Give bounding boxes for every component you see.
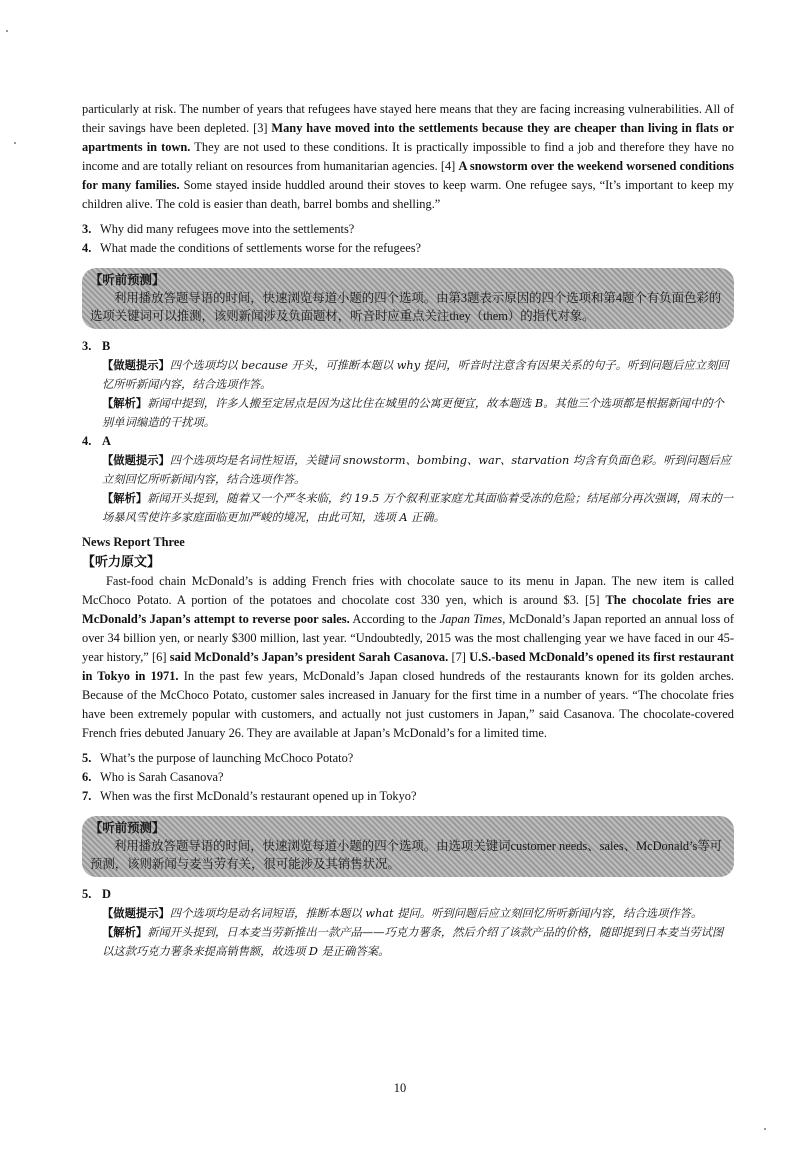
question-number: 7.	[82, 789, 92, 803]
answer-tip	[82, 356, 734, 394]
passage-paragraph-2	[82, 572, 734, 743]
answer-heading	[82, 432, 734, 451]
question-number: 5.	[82, 751, 92, 765]
answer-3	[82, 337, 734, 432]
question-text: Who is Sarah Casanova?	[100, 770, 224, 784]
text-run: According to the	[349, 612, 440, 626]
answer-number: 5.	[82, 887, 92, 901]
box-heading: 【听前预测】	[90, 273, 165, 287]
box-body: 利用播放答题导语的时间，快速浏览每道小题的四个选项。由选项关键词customer needs、sales、McDonald’s等可预测，该则新闻与麦当劳有关，很可能涉及其销售状况。	[90, 839, 723, 871]
question-number: 3.	[82, 222, 92, 236]
key-sentence-4: A snowstorm over the weekend worsened conditions for many families.	[82, 159, 734, 192]
question-text: When was the first McDonald’s restaurant opened up in Tokyo?	[100, 789, 417, 803]
passage-paragraph-1	[82, 100, 734, 214]
question-list-1	[82, 220, 734, 258]
key-sentence-6: said McDonald’s Japan’s president Sarah Casanova.	[169, 650, 449, 664]
answer-number: 4.	[82, 434, 92, 448]
answer-5	[82, 885, 734, 961]
text-run: particularly at risk. The number of years that refugees have stayed here means that they are facing increasing vulnerabilities. All of their savings have been depleted. [3]	[82, 102, 734, 135]
publication-name: Japan Times	[439, 612, 503, 626]
answer-heading	[82, 885, 734, 904]
question-item	[82, 239, 734, 258]
page-content	[82, 100, 734, 961]
tip-text: 四个选项均以 because 开头，可推断本题以 why 提问，听音时注意含有因果关系的句子。听到问题后应立刻回忆所听新闻内容，结合选项作答。	[102, 359, 729, 391]
question-text: What’s the purpose of launching McChoco Potato?	[100, 751, 354, 765]
scan-speck	[14, 142, 16, 144]
question-item	[82, 220, 734, 239]
scan-speck	[6, 30, 8, 32]
question-text: Why did many refugees move into the settlements?	[100, 222, 355, 236]
answer-number: 3.	[82, 339, 92, 353]
pre-listening-prediction-box	[82, 816, 734, 877]
explanation-label: 【解析】	[102, 491, 148, 505]
tip-label: 【做题提示】	[102, 358, 170, 372]
text-run: They are not used to these conditions. It is practically impossible to find a job and therefore they have no income and are totally reliant on resources from humanitarian agencies. [4]	[82, 140, 734, 173]
section-subtitle: 【听力原文】	[82, 554, 161, 569]
text-run: [7]	[448, 650, 470, 664]
answer-letter: B	[102, 339, 111, 353]
answer-heading	[82, 337, 734, 356]
scan-speck	[764, 1128, 766, 1130]
answer-tip	[82, 451, 734, 489]
box-body: 利用播放答题导语的时间，快速浏览每道小题的四个选项。由第3题表示原因的四个选项和第4题个有负面色彩的选项关键词可以推测，该则新闻涉及负面题材，听音时应重点关注they（them）的指代对象。	[90, 291, 722, 323]
page-number: 10	[393, 1081, 407, 1095]
answer-explanation	[82, 923, 734, 961]
key-sentence-3: Many have moved into the settlements because they are cheaper than living in flats or apartments in town.	[82, 121, 734, 154]
key-sentence-7: U.S.-based McDonald’s opened its first restaurant in Tokyo in 1971.	[82, 650, 734, 683]
question-number: 6.	[82, 770, 92, 784]
tip-text: 四个选项均是动名词短语，推断本题以 what 提问。听到问题后应立刻回忆所听新闻内容，结合选项作答。	[169, 907, 703, 920]
tip-text: 四个选项均是名词性短语，关键词 snowstorm、bombing、war、starvation 均含有负面色彩。听到问题后应立刻回忆所听新闻内容，结合选项作答。	[102, 454, 731, 486]
question-item	[82, 768, 734, 787]
text-run: In the past few years, McDonald’s Japan closed hundreds of the restaurants known for its golden arches. Because of the McChoco Potato, customer sales increased in January for the first time in a number of years. “The chocolate fries have been extremely popular with customers, and actually not just customers in Japan,” said Casanova. The chocolate-covered French fries debuted January 26. They are available at Japan’s McDonald’s for a limited time.	[82, 669, 734, 740]
question-number: 4.	[82, 241, 92, 255]
text-run: , McDonald’s Japan reported an annual loss of over 34 billion yen, or nearly $300 million, last year. “Undoubtedly, 2015 was the most challenging year we have faced in our 45-year history,” [6]	[82, 612, 734, 664]
answer-4	[82, 432, 734, 527]
answer-explanation	[82, 394, 734, 432]
text-run: Fast-food chain McDonald’s is adding French fries with chocolate sauce to its menu in Japan. The new item is called McChoco Potato. A portion of the potatoes and chocolate cost 330 yen, which is around $3. [5]	[82, 574, 734, 607]
answer-letter: D	[102, 887, 111, 901]
question-text: What made the conditions of settlements worse for the refugees?	[100, 241, 422, 255]
tip-label: 【做题提示】	[102, 453, 170, 467]
answer-explanation	[82, 489, 734, 527]
explanation-text: 新闻中提到，许多人搬至定居点是因为这比住在城里的公寓更便宜，故本题选 B。其他三个选项都是根据新闻中的个别单词编造的干扰项。	[102, 397, 724, 429]
text-run: Some stayed inside huddled around their stoves to keep warm. One refugee says, “It’s important to keep my children alive. The cold is easier than death, barrel bombs and shelling.”	[82, 178, 734, 211]
question-item	[82, 749, 734, 768]
tip-label: 【做题提示】	[102, 906, 170, 920]
section-title: News Report Three	[82, 535, 185, 549]
explanation-text: 新闻开头提到，日本麦当劳新推出一款产品——巧克力薯条，然后介绍了该款产品的价格，随即提到日本麦当劳试图以这款巧克力薯条来提高销售额，故选项 D 是正确答案。	[102, 926, 724, 958]
answer-letter: A	[102, 434, 111, 448]
question-item	[82, 787, 734, 806]
question-list-2	[82, 749, 734, 806]
explanation-text: 新闻开头提到，随着又一个严冬来临，约 19.5 万个叙利亚家庭尤其面临着受冻的危险；结尾部分再次强调，周末的一场暴风雪使许多家庭面临更加严峻的境况，由此可知，选项 A 正确。	[102, 492, 734, 524]
box-heading: 【听前预测】	[90, 821, 165, 835]
explanation-label: 【解析】	[102, 925, 148, 939]
pre-listening-prediction-box	[82, 268, 734, 329]
key-sentence-5: The chocolate fries are McDonald’s Japan’s attempt to reverse poor sales.	[82, 593, 734, 626]
explanation-label: 【解析】	[102, 396, 148, 410]
answer-tip	[82, 904, 734, 923]
